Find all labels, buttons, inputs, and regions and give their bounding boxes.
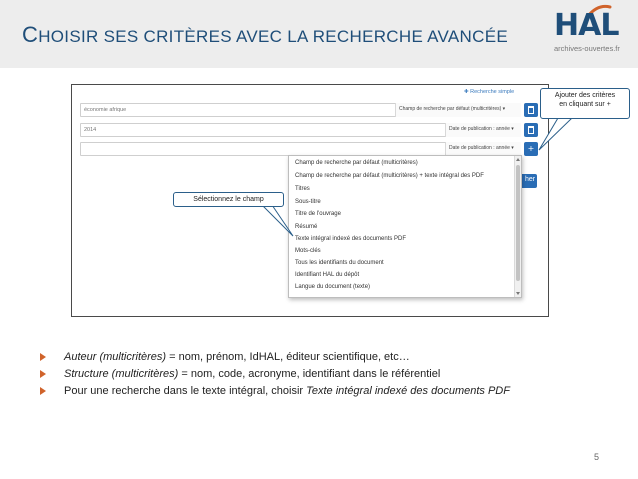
delete-row-1-button[interactable] (524, 103, 538, 117)
scroll-down-icon[interactable] (516, 292, 520, 295)
select-field-callout (173, 192, 284, 207)
search-row-1-value: économie afrique (84, 107, 127, 113)
bullet-item (40, 385, 620, 402)
dropdown-option[interactable]: Champ de recherche par défaut (multicritères) (295, 160, 418, 166)
bullet-list (40, 351, 620, 402)
scrollbar-thumb[interactable] (516, 165, 520, 281)
bullet-normal: = nom, code, acronyme, identifiant dans le référentiel (178, 368, 441, 380)
field-dropdown-list[interactable] (288, 155, 522, 298)
dropdown-option[interactable]: Tous les identifiants du document (295, 260, 384, 266)
search-row-2-value: 2014 (84, 127, 97, 133)
dropdown-option[interactable]: Titres (295, 186, 310, 192)
bullet-italic: Structure (multicritères) (64, 368, 179, 380)
field-select-2-label: Date de publication : année ▾ (449, 126, 514, 132)
delete-row-2-button[interactable] (524, 123, 538, 137)
field-select-1[interactable] (395, 103, 521, 117)
slide-title (22, 22, 508, 48)
logo-subtitle: archives-ouvertes.fr (554, 44, 620, 53)
add-criteria-callout (540, 88, 630, 119)
field-select-2[interactable] (445, 123, 521, 137)
advanced-search-screenshot (71, 84, 549, 317)
search-row-3[interactable] (80, 142, 520, 156)
bullet-item (40, 368, 620, 385)
select-field-callout-text: Sélectionnez le champ (193, 196, 264, 203)
title-rest: HOISIR SES CRITÈRES AVEC LA RECHERCHE AVANCÉE (38, 27, 508, 46)
trash-icon (528, 106, 534, 114)
bullet-italic-end: Texte intégral indexé des documents PDF (306, 385, 510, 397)
dropdown-option[interactable]: Texte intégral indexé des documents PDF (295, 236, 407, 242)
title-initial: C (22, 22, 39, 47)
bullet-arrow-icon (40, 353, 46, 361)
bullet-normal: Pour une recherche dans le texte intégral, choisir (64, 385, 307, 397)
trash-icon (528, 126, 534, 134)
bullet-arrow-icon (40, 387, 46, 395)
dropdown-scrollbar[interactable] (514, 156, 521, 297)
hal-logo (552, 8, 632, 60)
dropdown-option[interactable]: Champ de recherche par défaut (multicritères) + texte intégral des PDF (295, 173, 484, 179)
scroll-up-icon[interactable] (516, 158, 520, 161)
recherche-simple-link[interactable]: ✚ Recherche simple (464, 89, 515, 95)
bullet-text (64, 385, 510, 397)
dropdown-option[interactable]: Mots-clés (295, 248, 321, 254)
search-row-2[interactable] (80, 123, 520, 137)
bullet-italic: Auteur (multicritères) (64, 351, 167, 363)
bullet-text (64, 351, 410, 363)
bullet-normal: = nom, prénom, IdHAL, éditeur scientifique, etc… (166, 351, 410, 363)
page-number: 5 (594, 452, 600, 462)
plus-icon: + (527, 144, 535, 153)
bullet-text (64, 368, 440, 380)
logo-text: HAL (554, 8, 619, 43)
field-select-3-label: Date de publication : année ▾ (449, 145, 514, 151)
dropdown-option[interactable]: Langue du document (texte) (295, 284, 371, 290)
add-criteria-callout-line2: en cliquant sur + (559, 100, 611, 108)
search-row-1[interactable] (80, 103, 520, 117)
dropdown-option[interactable]: Sous-titre (295, 199, 321, 205)
dropdown-option[interactable]: Titre de l'ouvrage (295, 211, 341, 217)
bullet-arrow-icon (40, 370, 46, 378)
rechercher-button-label: her (525, 176, 536, 183)
dropdown-option[interactable]: Résumé (295, 224, 318, 230)
field-select-1-label: Champ de recherche par défaut (multicritères) ▾ (399, 106, 506, 112)
add-criteria-callout-line1: Ajouter des critères (554, 92, 616, 99)
field-select-3[interactable] (445, 142, 521, 156)
add-criteria-button[interactable] (524, 142, 538, 156)
dropdown-option[interactable]: Identifiant HAL du dépôt (295, 272, 360, 278)
bullet-item (40, 351, 620, 368)
